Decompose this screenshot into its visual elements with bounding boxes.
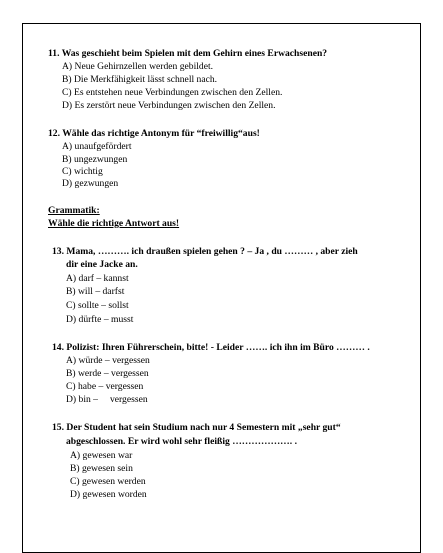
question-13-line2: dir eine Jacke an. — [66, 259, 138, 270]
question-11: 11. Was geschieht beim Spielen mit dem Gehirn eines Erwachsenen? — [48, 48, 328, 59]
question-13-line1: 13. Mama, ………. ich draußen spielen gehen ? – Ja , du ……… , aber zieh — [52, 246, 358, 257]
q11-option-d: D) Es zerstört neue Verbindungen zwischen den Zellen. — [62, 100, 276, 111]
q11-option-a: A) Neue Gehirnzellen werden gebildet. — [62, 61, 214, 72]
question-12: 12. Wähle das richtige Antonym für “freiwillig“aus! — [48, 128, 260, 139]
question-14: 14. Polizist: Ihren Führerschein, bitte! - Leider ……. ich ihn im Büro ……… . — [52, 342, 370, 353]
question-15-line2: abgeschlossen. Er wird wohl sehr fleißig ………………. . — [66, 436, 297, 447]
q12-option-b: B) ungezwungen — [62, 154, 128, 165]
q13-option-d: D) dürfte – musst — [66, 314, 134, 325]
question-15-line1: 15. Der Student hat sein Studium nach nur 4 Semestern mit „sehr gut“ — [52, 422, 341, 433]
q11-option-c: C) Es entstehen neue Verbindungen zwischen den Zellen. — [62, 87, 283, 98]
q15-option-d: D) gewesen worden — [70, 489, 147, 500]
q14-option-a: A) würde – vergessen — [66, 355, 150, 366]
q14-option-c: C) habe – vergessen — [66, 381, 144, 392]
q15-option-c: C) gewesen werden — [70, 476, 146, 487]
q11-option-b: B) Die Merkfähigkeit lässt schnell nach. — [62, 74, 218, 85]
q13-option-c: C) sollte – sollst — [66, 300, 129, 311]
q12-option-a: A) unaufgefördert — [62, 141, 132, 152]
q13-option-a: A) darf – kannst — [66, 273, 129, 284]
grammar-instruction: Wähle die richtige Antwort aus! — [48, 218, 180, 229]
q13-option-b: B) will – darfst — [66, 286, 125, 297]
q14-option-b: B) werde – vergessen — [66, 368, 149, 379]
q15-option-b: B) gewesen sein — [70, 463, 133, 474]
q15-option-a: A) gewesen war — [70, 450, 133, 461]
grammar-heading: Grammatik: — [48, 205, 100, 216]
q12-option-c: C) wichtig — [62, 166, 103, 177]
q14-option-d: D) bin – vergessen — [66, 394, 148, 405]
q12-option-d: D) gezwungen — [62, 178, 119, 189]
